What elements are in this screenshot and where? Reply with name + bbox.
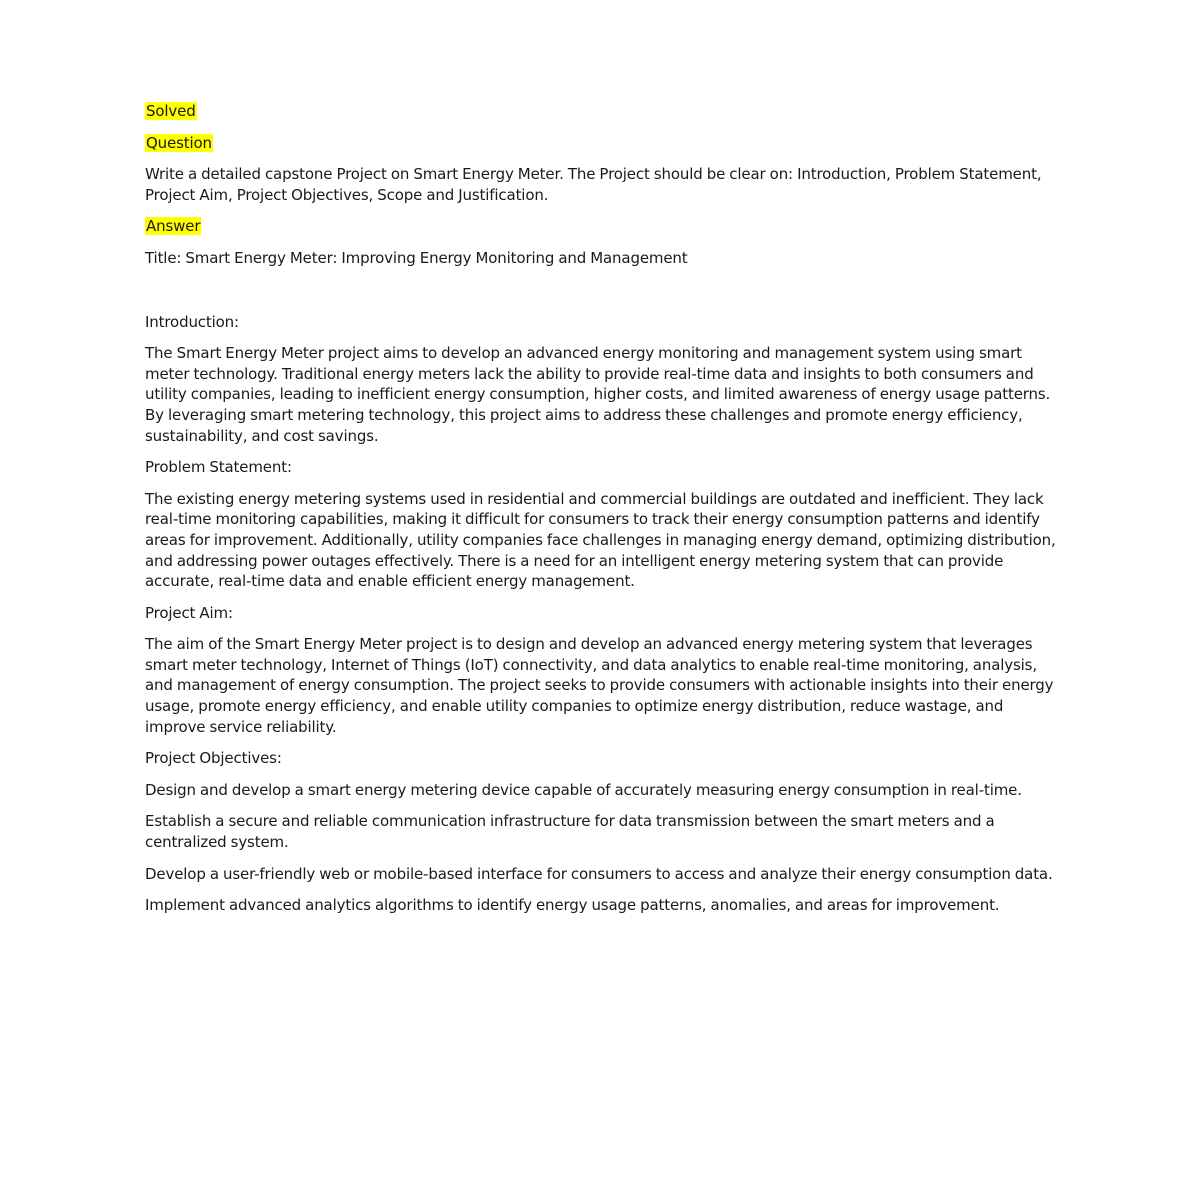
- problem-statement-heading: Problem Statement:: [145, 458, 292, 477]
- project-aim-heading: Project Aim:: [145, 603, 233, 622]
- blank-line: [145, 280, 1057, 312]
- objective-item: Implement advanced analytics algorithms to identify energy usage patterns, anomalies, and areas for improvement.: [145, 896, 1000, 915]
- answer-highlight: Answer: [146, 217, 201, 236]
- objective-item: Develop a user-friendly web or mobile-based interface for consumers to access and analyze their energy consumption data.: [145, 864, 1053, 883]
- objective-item: Design and develop a smart energy metering device capable of accurately measuring energy consumption in real-time.: [145, 780, 1022, 799]
- introduction-body: The Smart Energy Meter project aims to develop an advanced energy monitoring and management system using smart meter technology. Traditional energy meters lack the ability to provide real-time data and insights to both consumers and utility companies, leading to inefficient energy consumption, higher costs, and limited awareness of energy usage patterns. By leveraging smart metering technology, this project aims to address these challenges and promote energy efficiency, sustainability, and cost savings.: [145, 344, 1051, 445]
- question-text: Write a detailed capstone Project on Smart Energy Meter. The Project should be clear on: Introduction, Problem Statement, Project Aim, Project Objectives, Scope and Justification.: [145, 165, 1042, 204]
- question-label: [145, 133, 1057, 154]
- project-objectives-heading: Project Objectives:: [145, 749, 282, 768]
- objective-item: Establish a secure and reliable communication infrastructure for data transmission between the smart meters and a centralized system.: [145, 812, 995, 852]
- project-aim-body: The aim of the Smart Energy Meter project is to design and develop an advanced energy metering system that leverages smart meter technology, Internet of Things (IoT) connectivity, and data analytics to enable real-time monitoring, analysis, and management of energy consumption. The project seeks to provide consumers with actionable insights into their energy usage, promote energy efficiency, and enable utility companies to optimize energy distribution, reduce wastage, and improve service reliability.: [145, 635, 1054, 736]
- question-highlight: Question: [146, 133, 212, 152]
- document-page: [145, 101, 1057, 927]
- answer-label: [145, 216, 1057, 237]
- solved-label: [145, 101, 1057, 122]
- solved-highlight: Solved: [146, 102, 196, 120]
- problem-statement-body: The existing energy metering systems used in residential and commercial buildings are outdated and inefficient. They lack real-time monitoring capabilities, making it difficult for consumers to track their energy consumption patterns and identify areas for improvement. Additionally, utility companies face challenges in managing energy demand, optimizing distribution, and addressing power outages effectively. There is a need for an intelligent energy metering system that can provide accurate, real-time data and enable efficient energy management.: [145, 489, 1056, 591]
- document-title: Title: Smart Energy Meter: Improving Energy Monitoring and Management: [145, 248, 688, 267]
- introduction-heading: Introduction:: [145, 312, 239, 331]
